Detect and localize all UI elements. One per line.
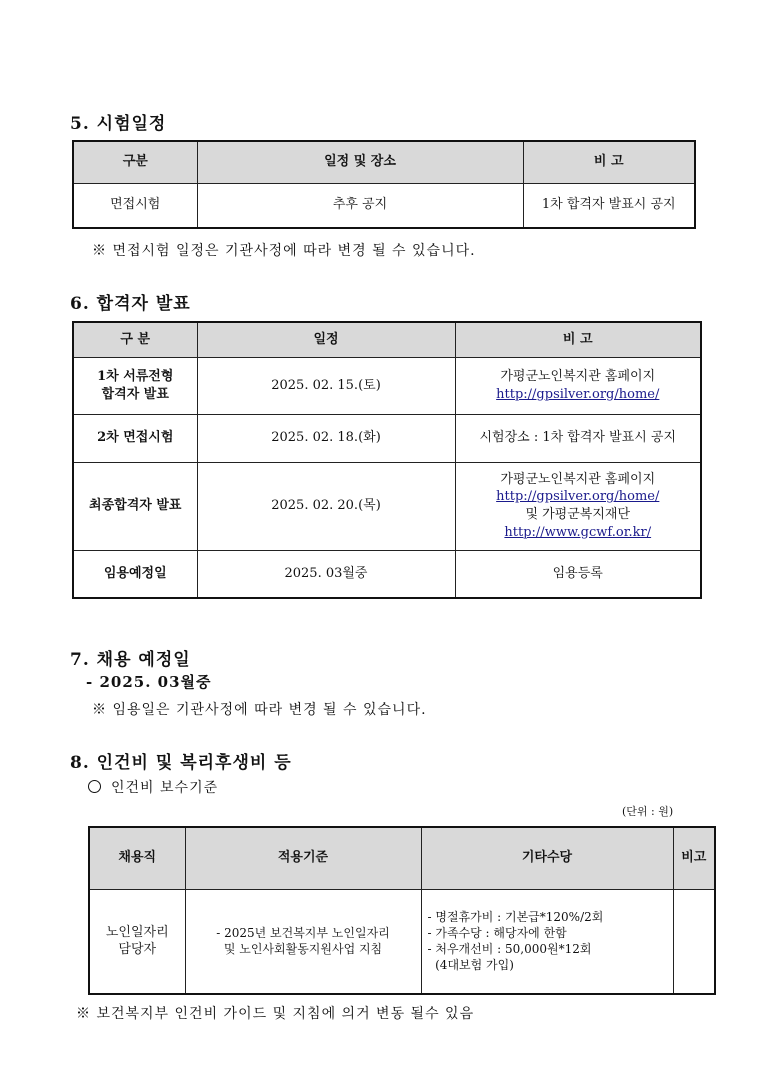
- remark-cell: [455, 462, 701, 550]
- results-table: [72, 321, 702, 599]
- remark-cell: [455, 357, 701, 414]
- date-cell: 2025. 02. 18.(화): [197, 414, 455, 462]
- homepage-link[interactable]: http://gpsilver.org/home/: [496, 489, 660, 505]
- col-header: 비고: [673, 827, 715, 889]
- row-label: 1차 서류전형 합격자 발표: [73, 357, 197, 414]
- homepage-link[interactable]: http://gpsilver.org/home/: [496, 386, 660, 402]
- col-header: 비 고: [455, 322, 701, 357]
- salary-table: [88, 826, 716, 995]
- section-6-heading: 6. 합격자 발표: [70, 294, 191, 314]
- date-cell: 2025. 03월중: [197, 550, 455, 598]
- standard-cell: - 2025년 보건복지부 노인일자리 및 노인사회활동지원사업 지침: [185, 889, 421, 994]
- section-5-heading: 5. 시험일정: [70, 114, 167, 134]
- allowance-item: - 처우개선비 : 50,000원*12회: [427, 942, 592, 957]
- exam-schedule-table: [72, 140, 696, 229]
- section-7-heading: 7. 채용 예정일: [70, 650, 191, 670]
- remark-text: 가평군노인복지관 홈페이지: [500, 368, 656, 384]
- allowance-cell: [421, 889, 673, 994]
- section-8-note: ※ 보건복지부 인건비 가이드 및 지침에 의거 변동 될수 있음: [76, 1006, 475, 1022]
- remark-cell: [673, 889, 715, 994]
- col-header: 기타수당: [421, 827, 673, 889]
- table-cell: 면접시험: [73, 183, 197, 228]
- remark-cell: 임용등록: [455, 550, 701, 598]
- col-header: 채용직: [89, 827, 185, 889]
- col-header: 구 분: [73, 322, 197, 357]
- date-cell: 2025. 02. 20.(목): [197, 462, 455, 550]
- section-5-note: ※ 면접시험 일정은 기관사정에 따라 변경 될 수 있습니다.: [92, 243, 476, 259]
- remark-cell: 시험장소 : 1차 합격자 발표시 공지: [455, 414, 701, 462]
- date-cell: 2025. 02. 15.(토): [197, 357, 455, 414]
- foundation-link[interactable]: http://www.gcwf.or.kr/: [504, 524, 652, 540]
- sub-heading: 인건비 보수기준: [111, 780, 219, 796]
- circle-bullet-icon: [88, 780, 101, 793]
- row-label: 2차 면접시험: [73, 414, 197, 462]
- row-label: 최종합격자 발표: [73, 462, 197, 550]
- table-cell: 추후 공지: [197, 183, 523, 228]
- allowance-item: - 명절휴가비 : 기본급*120%/2회: [427, 909, 604, 924]
- remark-text: 가평군노인복지관 홈페이지: [500, 471, 656, 487]
- section-7-item: - 2025. 03월중: [86, 673, 212, 691]
- col-header: 적용기준: [185, 827, 421, 889]
- remark-text: 및 가평군복지재단: [525, 507, 631, 522]
- allowance-item: - 가족수당 : 해당자에 한함: [427, 926, 567, 941]
- unit-label: (단위 : 원): [622, 805, 674, 818]
- col-header: 일정 및 장소: [197, 141, 523, 183]
- section-8-heading: 8. 인건비 및 복리후생비 등: [70, 753, 292, 773]
- col-header: 구분: [73, 141, 197, 183]
- row-label: 임용예정일: [73, 550, 197, 598]
- allowance-item: (4대보험 가입): [427, 958, 514, 973]
- col-header: 비 고: [523, 141, 695, 183]
- job-cell: 노인일자리 담당자: [89, 889, 185, 994]
- table-cell: 1차 합격자 발표시 공지: [523, 183, 695, 228]
- section-7-note: ※ 임용일은 기관사정에 따라 변경 될 수 있습니다.: [92, 702, 427, 718]
- section-8-sub: [88, 777, 218, 797]
- col-header: 일정: [197, 322, 455, 357]
